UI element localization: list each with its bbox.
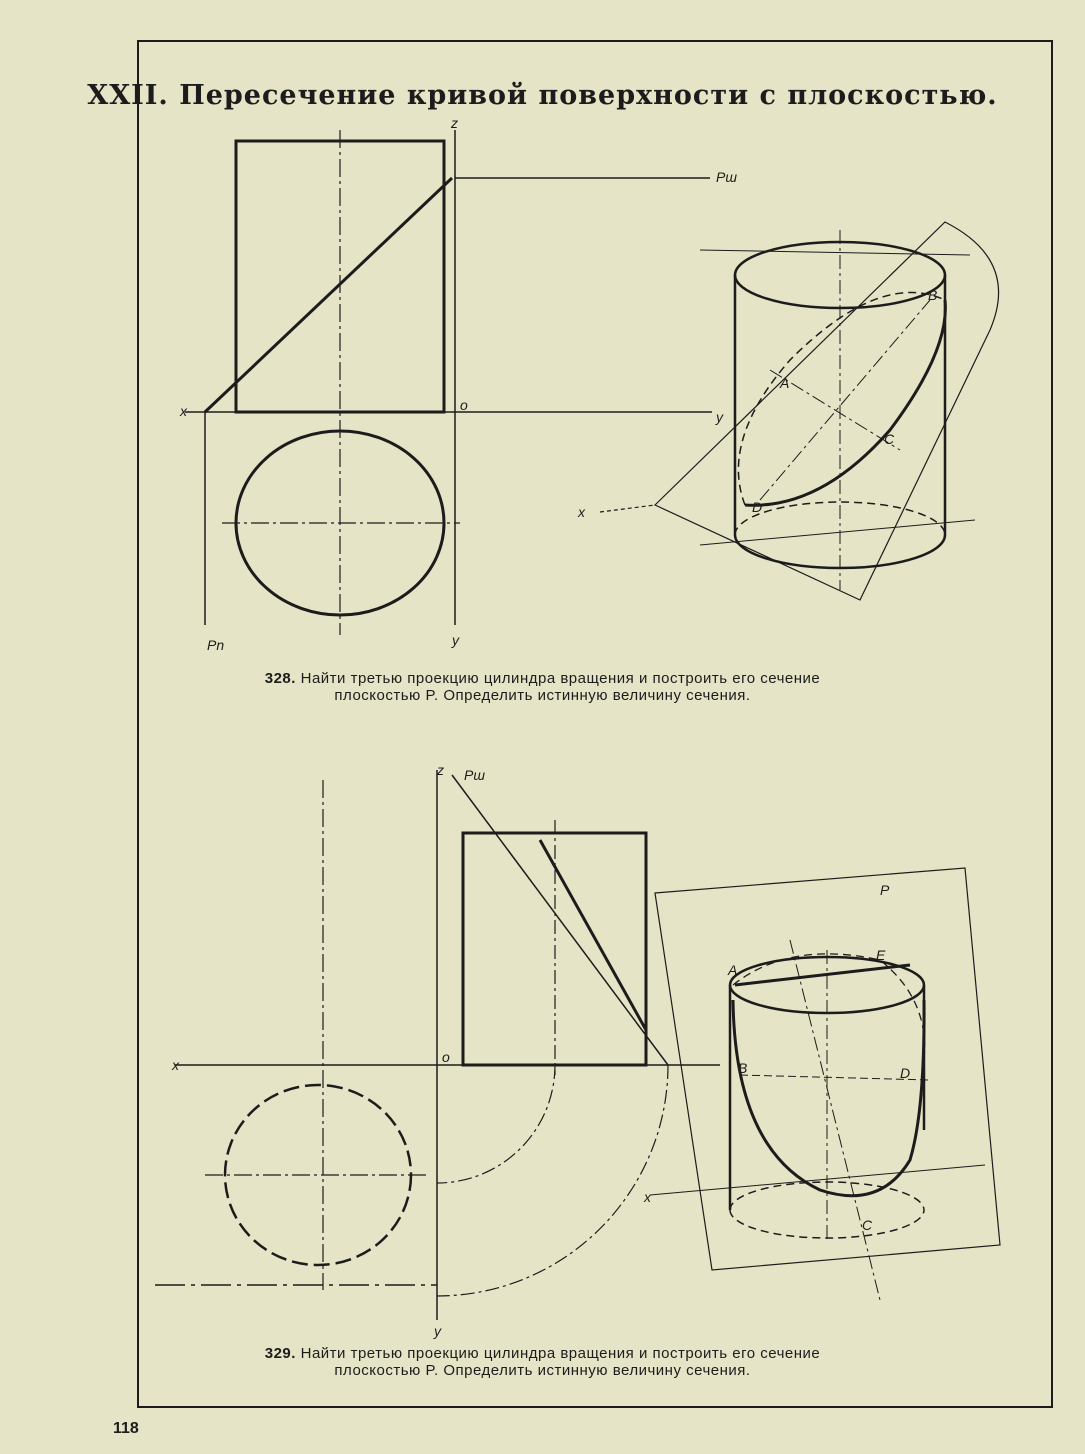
- chapter-title: XXII. Пересечение кривой поверхности с плоскостью.: [87, 80, 998, 111]
- label-z: z: [451, 115, 458, 131]
- label-b: B: [928, 287, 938, 303]
- label-o: o: [442, 1049, 450, 1065]
- label-c: C: [884, 431, 895, 447]
- label-x: x: [172, 1057, 179, 1073]
- figure-number: 329.: [264, 1345, 296, 1362]
- label-x: x: [180, 403, 187, 419]
- caption-line: Найти третью проекцию цилиндра вращения и построить его сечение: [300, 670, 821, 687]
- label-y: y: [434, 1323, 441, 1339]
- section-visible: [745, 300, 945, 505]
- label-x-iso: x: [644, 1189, 651, 1205]
- figure-number: 328.: [264, 670, 296, 687]
- section-visible: [733, 1000, 924, 1196]
- plane-trace-front: [540, 840, 646, 1030]
- caption-line: плоскостью P. Определить истинную величину сечения.: [334, 687, 751, 704]
- label-pw: Pш: [716, 169, 737, 185]
- page-number: 118: [113, 1420, 139, 1437]
- label-c: C: [862, 1217, 873, 1233]
- label-d: D: [752, 499, 763, 515]
- label-a: A: [780, 375, 790, 391]
- label-x-iso: x: [578, 504, 585, 520]
- plane-p-iso: [655, 222, 999, 600]
- figure-329-drawing: [155, 762, 1000, 1339]
- label-e: E: [876, 947, 886, 963]
- label-b: B: [738, 1060, 748, 1076]
- caption-line: Найти третью проекцию цилиндра вращения и построить его сечение: [300, 1345, 821, 1362]
- label-y-bottom: y: [452, 632, 459, 648]
- pw-trace: [452, 775, 668, 1065]
- label-d: D: [900, 1065, 911, 1081]
- caption-328: [0, 670, 1085, 704]
- label-a: A: [728, 962, 738, 978]
- label-o: o: [460, 397, 468, 413]
- figure-328-drawing: [179, 115, 999, 653]
- plane-trace-front: [205, 178, 452, 412]
- caption-329: [0, 1345, 1085, 1379]
- caption-line: плоскостью P. Определить истинную величину сечения.: [334, 1362, 751, 1379]
- label-pn: Pn: [207, 637, 225, 653]
- label-z: z: [437, 762, 444, 778]
- label-pw: Pш: [464, 767, 485, 783]
- label-y: y: [716, 409, 723, 425]
- label-p: P: [880, 882, 890, 898]
